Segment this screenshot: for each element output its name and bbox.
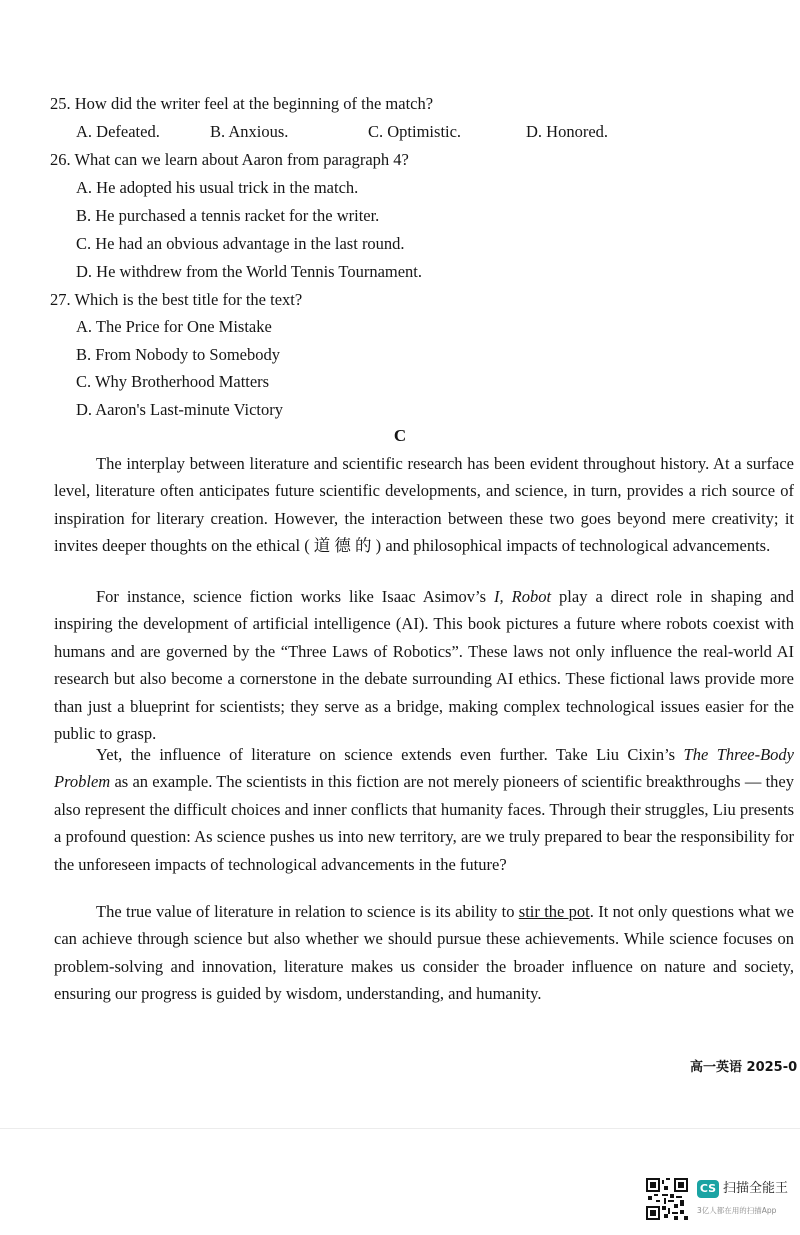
scanner-tagline: 3亿人都在用的扫描App [697, 1206, 777, 1215]
underlined-phrase: stir the pot [518, 902, 590, 921]
passage-paragraph-4: The true value of literature in relation to science is its ability to stir the pot. It not only questions what we can achieve through science but also whether we should pursue these achievements. While science focuses on problem-solving and innovation, literature makes us consider the broader influence on nature and society, ensuring our progress is guided by wisdom, understanding, and humanity. [54, 902, 794, 1004]
option-b: B. Anxious. [210, 122, 289, 141]
option-b: B. He purchased a tennis racket for the writer. [76, 206, 380, 225]
question-number: 25. [50, 94, 71, 113]
page-footer-code: 高一英语 2025-0 [690, 1060, 798, 1075]
passage-paragraph-2: For instance, science fiction works like Isaac Asimov’s I, Robot play a direct role in shaping and inspiring the development of artificial intelligence (AI). This book pictures a future where robots coexist with humans and are governed by the “Three Laws of Robotics”. These laws not only influence the real-world AI research but also become a cornerstone in the debate surrounding AI ethics. These fictional laws provide more than just a blueprint for scientists; they serve as a bridge, making complex technological issues easier for the public to grasp. [54, 587, 794, 744]
section-heading: C [393, 426, 407, 445]
question-26 [50, 149, 409, 171]
scanner-brand-name: 扫描全能王 [723, 1181, 789, 1196]
question-number: 26. [50, 150, 71, 169]
option-a: A. Defeated. [76, 122, 160, 141]
question-25 [50, 93, 433, 115]
scanner-logo-icon: CS [697, 1180, 719, 1198]
question-text: How did the writer feel at the beginning of the match? [74, 94, 434, 113]
page-divider [0, 1128, 800, 1129]
option-c: C. Why Brotherhood Matters [76, 372, 270, 391]
qr-code-icon [646, 1178, 688, 1220]
option-a: A. He adopted his usual trick in the match. [76, 178, 359, 197]
option-b: B. From Nobody to Somebody [76, 345, 280, 364]
option-d: D. Honored. [526, 122, 609, 141]
question-text: Which is the best title for the text? [74, 290, 303, 309]
question-text: What can we learn about Aaron from paragraph 4? [74, 150, 409, 169]
option-d: D. Aaron's Last-minute Victory [76, 400, 283, 419]
question-27 [50, 289, 302, 311]
option-d: D. He withdrew from the World Tennis Tournament. [76, 262, 423, 281]
passage-paragraph-3: Yet, the influence of literature on science extends even further. Take Liu Cixin’s The Three-Body Problem as an example. The scientists in this fiction are not merely pioneers of scientific breakthroughs — they also represent the difficult choices and inner conflicts that humanity faces. Through their struggles, Liu presents a profound question: As science pushes us into new territory, are we truly prepared to bear the responsibility for the unforeseen impacts of technological advancements in the future? [54, 745, 795, 874]
option-c: C. Optimistic. [368, 122, 462, 141]
passage-paragraph-1: The interplay between literature and scientific research has been evident throughout history. At a surface level, literature often anticipates future scientific developments, and science, in turn, provides a rich source of inspiration for literary creation. However, the interaction between these two goes beyond mere creativity; it invites deeper thoughts on the ethical ( 道 德 的 ) and philosophical impacts of technological advancements. [54, 454, 794, 556]
option-a: A. The Price for One Mistake [76, 317, 272, 336]
option-c: C. He had an obvious advantage in the last round. [76, 234, 405, 253]
question-number: 27. [50, 290, 71, 309]
